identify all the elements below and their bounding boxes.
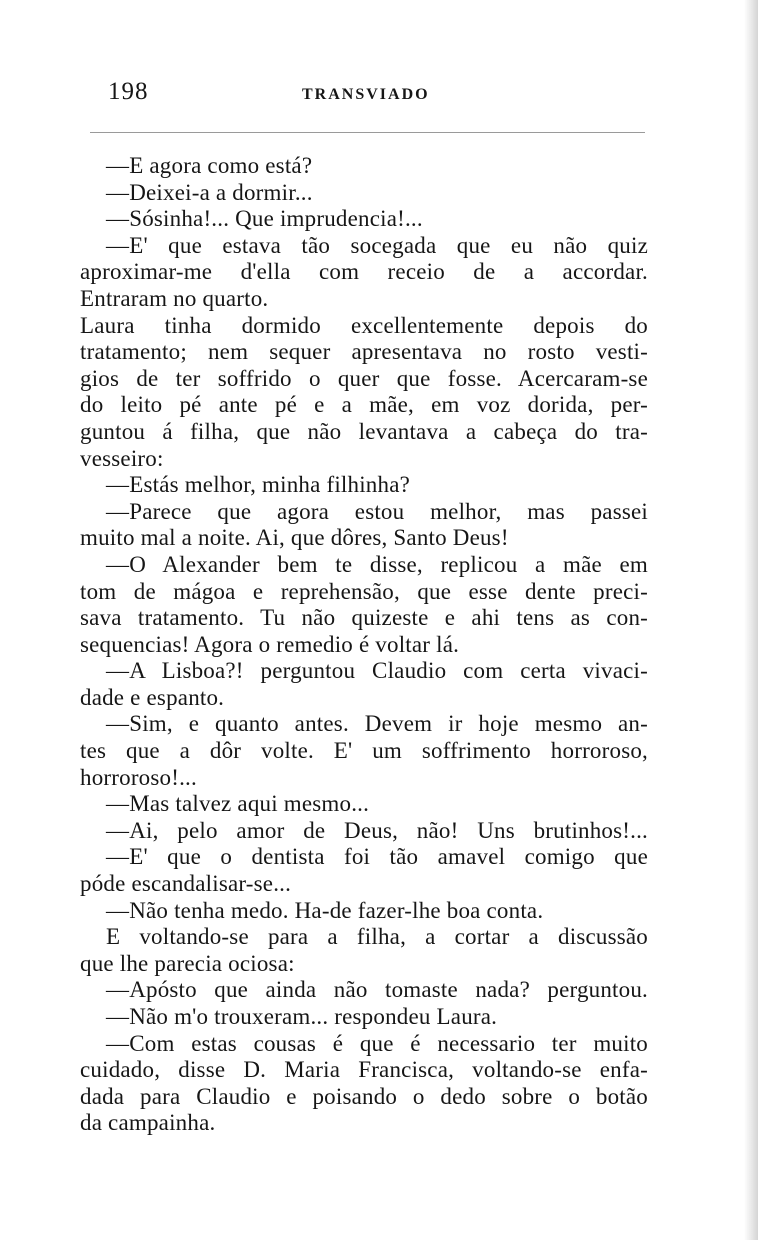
header-rule bbox=[90, 132, 645, 133]
text-line: tom de mágoa e reprehensão, que esse dente preci- bbox=[80, 578, 648, 604]
text-line: —Deixei-a a dormir... bbox=[106, 179, 313, 205]
text-line: muito mal a noite. Ai, que dôres, Santo Deus! bbox=[80, 525, 509, 551]
text-line: gios de ter soffrido o quer que fosse. Acercaram-se bbox=[80, 365, 648, 391]
text-line: tes que a dôr volte. E' um soffrimento horroroso, bbox=[80, 738, 648, 764]
text-line: —Não tenha medo. Ha-de fazer-lhe boa conta. bbox=[106, 897, 544, 923]
running-title: TRANSVIADO bbox=[302, 86, 430, 103]
text-line: —Estás melhor, minha filhinha? bbox=[106, 472, 411, 498]
text-line: póde escandalisar-se... bbox=[80, 871, 292, 897]
text-line: sava tratamento. Tu não quizeste e ahi tens as con- bbox=[80, 605, 648, 631]
text-line: aproximar-me d'ella com receio de a accordar. bbox=[80, 259, 648, 285]
text-line: —Mas talvez aqui mesmo... bbox=[106, 791, 370, 817]
text-line: —Apósto que ainda não tomaste nada? perguntou. bbox=[106, 977, 648, 1003]
text-line: da campainha. bbox=[80, 1110, 216, 1136]
text-line: que lhe parecia ociosa: bbox=[80, 950, 295, 976]
text-line: —Não m'o trouxeram... respondeu Laura. bbox=[106, 1004, 498, 1029]
text-line: —Ai, pelo amor de Deus, não! Uns brutinhos!... bbox=[106, 817, 648, 843]
text-line: —E' que estava tão socegada que eu não quiz bbox=[106, 232, 648, 258]
text-line: —Com estas cousas é que é necessario ter muito bbox=[106, 1030, 648, 1056]
text-line: guntou á filha, que não levantava a cabeça do tra- bbox=[80, 418, 648, 444]
text-line: Entraram no quarto. bbox=[80, 285, 269, 311]
text-line: —A Lisboa?! perguntou Claudio com certa vivaci- bbox=[106, 658, 648, 684]
text-line: do leito pé ante pé e a mãe, em voz dorida, per- bbox=[80, 392, 648, 418]
text-line: cuidado, disse D. Maria Francisca, voltando-se enfa- bbox=[80, 1057, 648, 1083]
text-line: —E' que o dentista foi tão amavel comigo que bbox=[106, 844, 648, 870]
text-line: tratamento; nem sequer apresentava no rosto vesti- bbox=[80, 339, 648, 365]
page-edge-shadow bbox=[744, 0, 758, 1240]
text-line: —Sim, e quanto antes. Devem ir hoje mesmo an- bbox=[106, 711, 648, 737]
text-line: —Sósinha!... Que imprudencia!... bbox=[106, 206, 423, 232]
text-line: E voltando-se para a filha, a cortar a discussão bbox=[106, 924, 648, 950]
text-line: —O Alexander bem te disse, replicou a mãe em bbox=[106, 551, 648, 577]
page-header bbox=[108, 78, 648, 112]
body-text bbox=[80, 153, 648, 1137]
text-line: vesseiro: bbox=[80, 445, 164, 471]
text-line: dade e espanto. bbox=[80, 684, 225, 710]
text-line: —Parece que agora estou melhor, mas passei bbox=[106, 498, 648, 524]
page-number: 198 bbox=[108, 78, 149, 105]
text-line: sequencias! Agora o remedio é voltar lá. bbox=[80, 631, 460, 657]
text-line: —E agora como está? bbox=[106, 153, 313, 178]
text-line: horroroso!... bbox=[80, 764, 197, 790]
text-line: Laura tinha dormido excellentemente depois do bbox=[80, 312, 648, 338]
text-line: dada para Claudio e poisando o dedo sobre o botão bbox=[80, 1083, 648, 1109]
